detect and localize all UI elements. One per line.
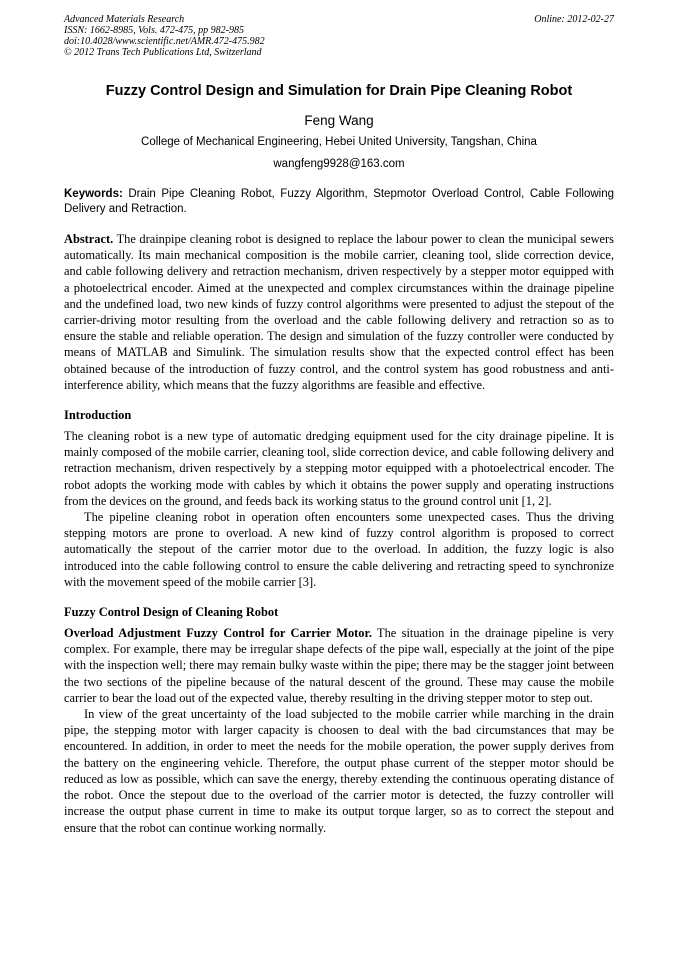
author-affiliation: College of Mechanical Engineering, Hebei United University, Tangshan, China <box>141 136 537 148</box>
paper-title: Fuzzy Control Design and Simulation for Drain Pipe Cleaning Robot <box>105 83 573 99</box>
issn-line: ISSN: 1662-8985, Vols. 472-475, pp 982-985 <box>64 25 244 36</box>
online-date: Online: 2012-02-27 <box>534 14 614 25</box>
abstract-text: The drainpipe cleaning robot is designed to replace the labour power to clean the municipal sewers automatically. Its main mechanical composition is the mobile carrier, cleaning tool, slide correction device, and cable following delivery and retraction mechanism, driven respectively by a stepper motor equipped with a photoelectrical encoder. Aimed at the unexpected and complex circumstances within the drainage pipeline and the undefined load, two new kinds of fuzzy control algorithms were presented to adjust the stepout of the carrier-driving motor resulting from the overload and the cable following delivery and retraction so as to ensure the stable and reliable operation. The design and simulation of the fuzzy controller were conducted by means of MATLAB and Simulink. The simulation results show that the expected control effect has been obtained because of the introduction of fuzzy control, and the control system has good robustness and anti-interference ability, which means that the fuzzy algorithms are feasible and effective. <box>64 232 614 392</box>
journal-name: Advanced Materials Research <box>64 14 185 25</box>
author-name: Feng Wang <box>304 113 374 128</box>
keywords <box>64 187 614 217</box>
section-heading-introduction: Introduction <box>64 408 132 423</box>
fuzzy-paragraph-1-text: The situation in the drainage pipeline is very complex. For example, there may be irregular shape defects of the pipe wall, especially at the joint of the pipe with the inspection well; there may remain bulky waste within the pipe; there may be the stagger joint between the two sections of the pipeline because of the natural descent of the ground. These may cause the mobile carrier to bear the load out of the expected value, thereby resulting in the driving stepper motor to step out. <box>64 626 614 705</box>
keywords-label: Keywords: <box>64 188 123 200</box>
abstract-label: Abstract. <box>64 232 114 246</box>
doi-line: doi:10.4028/www.scientific.net/AMR.472-475.982 <box>64 36 265 47</box>
keywords-text: Drain Pipe Cleaning Robot, Fuzzy Algorithm, Stepmotor Overload Control, Cable Following Delivery and Retraction. <box>64 188 614 215</box>
section-heading-fuzzy-control: Fuzzy Control Design of Cleaning Robot <box>64 605 279 620</box>
author-email: wangfeng9928@163.com <box>273 158 405 170</box>
journal-header <box>64 14 614 62</box>
paper-page <box>64 14 614 836</box>
fuzzy-paragraph-2: In view of the great uncertainty of the load subjected to the mobile carrier while marching in the drain pipe, the stepping motor with larger capacity is choosen to deal with the bad circumstances that may be encountered. In addition, in order to meet the needs for the mobile operation, the power supply derives from the battery on the engineering vehicle. Therefore, the output phase current of the stepper motor should be reduced as low as possible, which can save the energy, thereby extending the continuous operating distance of the robot. Once the stepout due to the overload of the carrier motor is detected, the fuzzy controller will increase the output phase current in time to make its output torque larger, so as to correct the stepout and ensure that the robot can continue working normally. <box>64 707 614 835</box>
abstract <box>64 231 614 393</box>
fuzzy-paragraph-1 <box>64 625 614 706</box>
subsection-heading-overload: Overload Adjustment Fuzzy Control for Carrier Motor. <box>64 626 372 641</box>
intro-paragraph-2: The pipeline cleaning robot in operation often encounters some unexpected cases. Thus the driving stepping motors are prone to overload. A new kind of fuzzy control algorithm is proposed to correct automatically the stepout of the carrier motor due to the overload. In addition, the fuzzy logic is also introduced into the cable following control to ensure the cable delivering and retracting speed to synchronize with the movement speed of the mobile carrier [3]. <box>64 510 614 589</box>
intro-paragraph-1: The cleaning robot is a new type of automatic dredging equipment used for the city drainage pipeline. It is mainly composed of the mobile carrier, cleaning tool, slide correction device, and cable following delivery and retraction mechanism, driven respectively by a stepping motor equipped with a photoelectrical encoder. The robot adopts the working mode with cables by which it obtains the power supply and operating instructions from the devices on the ground, and feeds back its working status to the ground control unit [1, 2]. <box>64 429 615 508</box>
copyright-line: © 2012 Trans Tech Publications Ltd, Switzerland <box>64 47 262 58</box>
